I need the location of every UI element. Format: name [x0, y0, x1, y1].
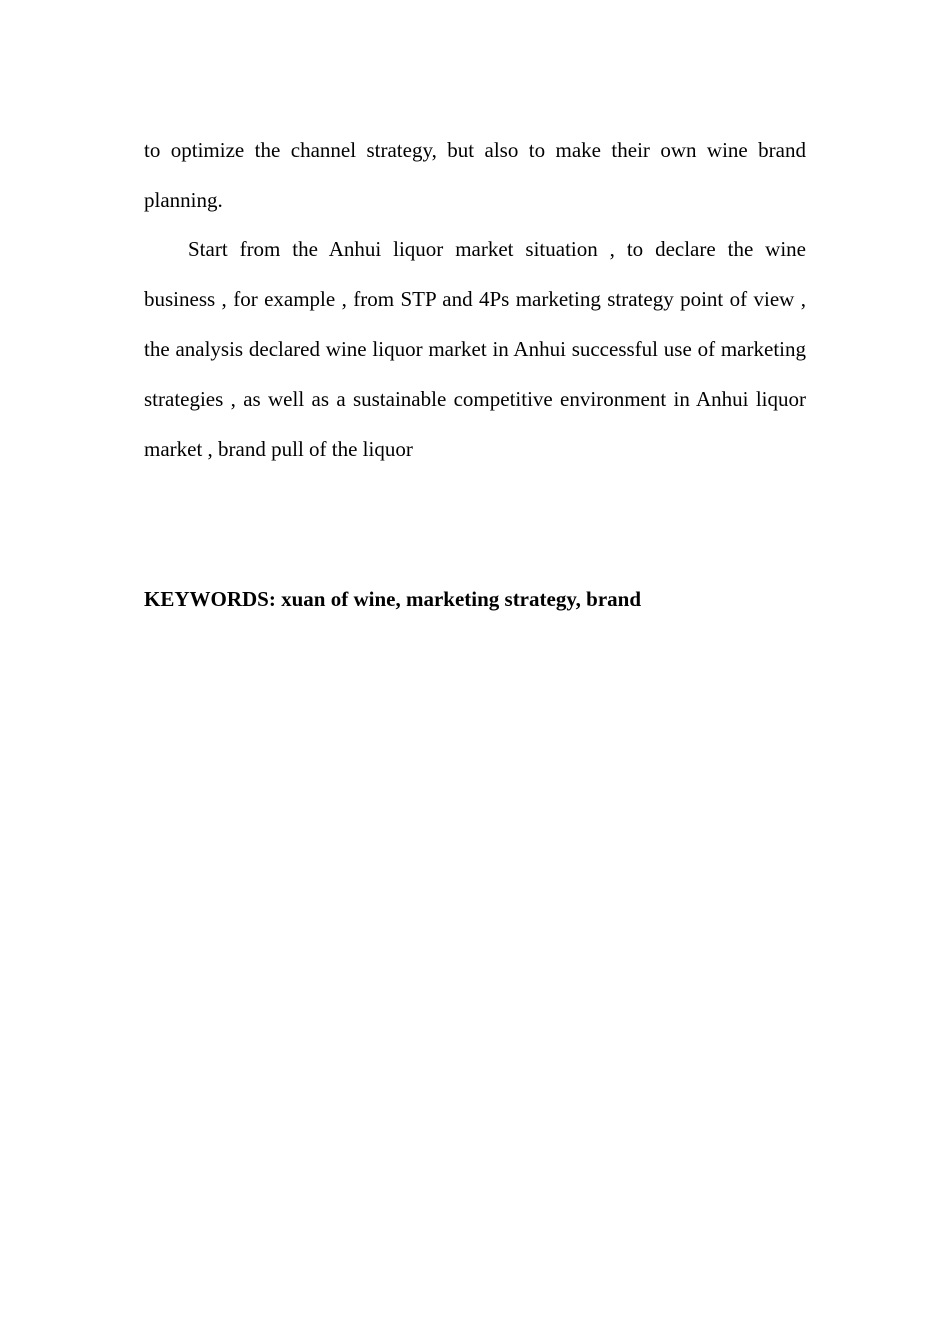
body-paragraph-continuation: to optimize the channel strategy, but also to make their own wine brand planning.	[144, 138, 806, 212]
keywords-line: KEYWORDS: xuan of wine, marketing strategy, brand	[144, 587, 642, 611]
body-paragraph-abstract: Start from the Anhui liquor market situation , to declare the wine business , for example , from STP and 4Ps marketing strategy point of view , the analysis declared wine liquor market in Anhui successful use of marketing strategies , as well as a sustainable competitive environment in Anhui liquor market , brand pull of the liquor	[144, 237, 806, 461]
